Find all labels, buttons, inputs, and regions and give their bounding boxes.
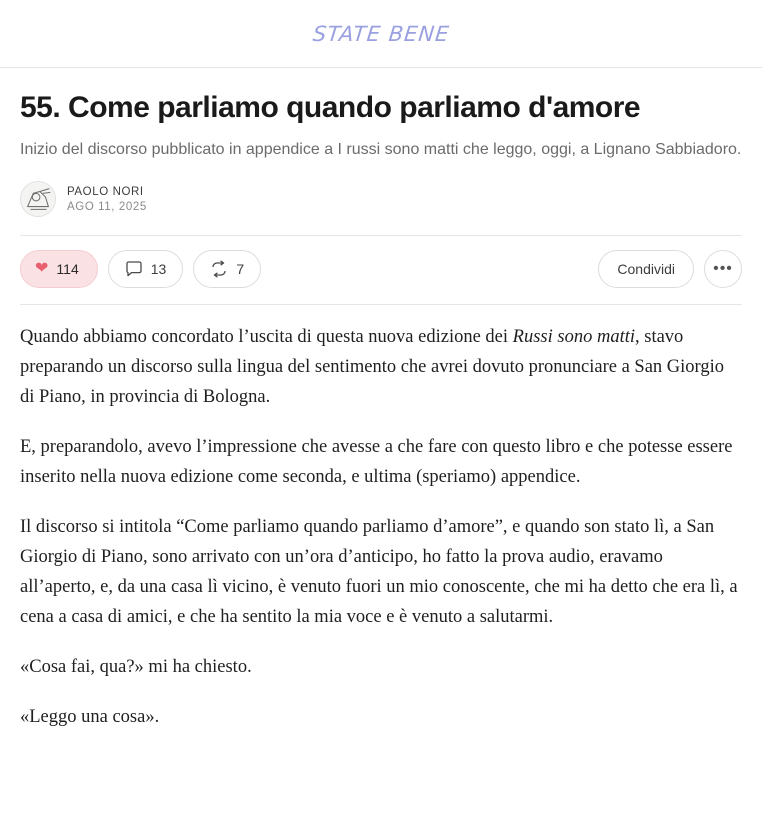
post-body [20,305,742,733]
restack-button[interactable] [193,250,261,288]
body-text: «Leggo una cosa». [20,706,160,727]
body-text: «Cosa fai, qua?» mi ha chiesto. [20,656,252,677]
book-title-italic: Russi sono matti [512,327,635,348]
site-masthead [0,0,762,68]
share-button[interactable]: Condividi [598,250,694,288]
byline-date: AGO 11, 2025 [67,200,147,213]
more-options-button[interactable]: ••• [704,250,742,288]
post-container [0,90,762,733]
avatar[interactable] [20,181,56,217]
page-title: 55. Come parliamo quando parliamo d'amore [20,91,641,124]
post-action-bar [20,236,742,305]
body-text: , stavo preparando un discorso sulla lingua del sentimento che avrei dovuto pronunciare a San Giorgio di Piano, in provincia di Bologna. [20,327,725,408]
body-text: Quando abbiamo concordato l’uscita di questa nuova edizione dei [20,327,513,348]
body-paragraph [20,703,742,733]
site-logo[interactable]: STATE BENE [311,21,451,46]
body-paragraph [20,323,742,413]
comment-bubble-icon [125,260,143,278]
heart-icon: ❤ [35,260,49,278]
restack-count: 7 [236,261,245,278]
body-paragraph [20,433,742,493]
byline-text [67,186,147,213]
like-count: 114 [56,261,79,278]
restack-icon [210,260,228,278]
byline [20,181,742,236]
byline-author[interactable]: PAOLO NORI [67,185,144,198]
comment-count: 13 [150,261,167,278]
post-subtitle: Inizio del discorso pubblicato in appendice a I russi sono matti che leggo, oggi, a Lignano Sabbiadoro. [20,141,742,158]
body-paragraph [20,653,742,683]
body-paragraph [20,513,742,633]
body-text: Il discorso si intitola “Come parliamo quando parliamo d’amore”, e quando son stato lì, a San Giorgio di Piano, sono arrivato con un’ora d’anticipo, ho fatto la prova audio, eravamo all’aperto, e, da una casa lì vicino, è venuto fuori un mio conoscente, che mi ha detto che era lì, a cena a casa di amici, e che ha sentito la mia voce e è venuto a salutarmi. [20,517,738,627]
comment-button[interactable] [108,250,184,288]
body-text: E, preparandolo, avevo l’impressione che avesse a che fare con questo libro e che potesse essere inserito nella nuova edizione come seconda, e ultima (speriamo) appendice. [20,437,733,488]
like-button[interactable] [20,250,98,288]
avatar-portrait-icon [21,181,55,217]
